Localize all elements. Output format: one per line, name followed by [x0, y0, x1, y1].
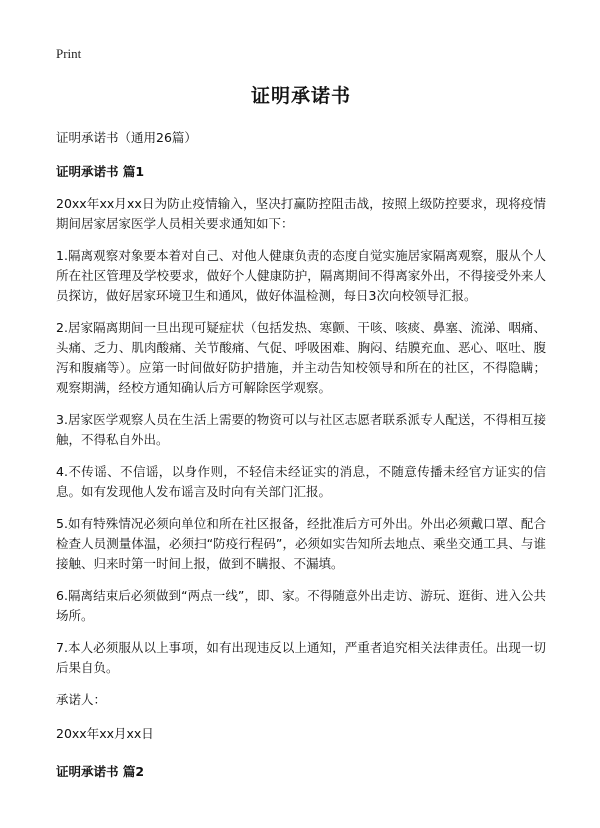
list-item-7: 7.本人必须服从以上事项，如有出现违反以上通知，严重者追究相关法律责任。出现一切后果自负。 — [56, 640, 546, 675]
list-item-1: 1.隔离观察对象要本着对自己、对他人健康负责的态度自觉实施居家隔离观察，服从个人所在社区管理及学校要求，做好个人健康防护，隔离期间不得离家外出，不得接受外来人员探访，做好居家环境卫生和通风，做好体温检测，每日3次向校领导汇报。 — [56, 248, 546, 303]
date-line: 20xx年xx月xx日 — [56, 726, 154, 741]
list-item-3: 3.居家医学观察人员在生活上需要的物资可以与社区志愿者联系派专人配送，不得相互接触，不得私自外出。 — [56, 412, 546, 447]
intro-paragraph: 20xx年xx月xx日为防止疫情输入，坚决打赢防控阻击战，按照上级防控要求，现将疫情期间居家居家医学人员相关要求通知如下： — [56, 196, 546, 231]
signer-label: 承诺人： — [56, 692, 107, 707]
document-subtitle: 证明承诺书（通用26篇） — [56, 130, 197, 145]
list-item-4: 4.不传谣、不信谣，以身作则，不轻信未经证实的消息，不随意传播未经官方证实的信息。如有发现他人发布谣言及时向有关部门汇报。 — [56, 464, 546, 499]
section-heading-1: 证明承诺书 篇1 — [56, 164, 145, 179]
section-heading-2: 证明承诺书 篇2 — [56, 764, 145, 779]
print-link[interactable]: Print — [56, 46, 82, 61]
list-item-6: 6.隔离结束后必须做到“两点一线”，即、家。不得随意外出走访、游玩、逛街、进入公共场所。 — [56, 588, 546, 623]
list-item-5: 5.如有特殊情况必须向单位和所在社区报备，经批准后方可外出。外出必须戴口罩、配合检查人员测量体温，必须扫“防疫行程码”，必须如实告知所去地点、乘坐交通工具、与谁接触、归来时第一时间上报，做到不瞒报、不漏填。 — [56, 516, 546, 571]
document-title: 证明承诺书 — [250, 85, 351, 107]
list-item-2: 2.居家隔离期间一旦出现可疑症状（包括发热、寒颤、干咳、咳痰、鼻塞、流涕、咽痛、头痛、乏力、肌肉酸痛、关节酸痛、气促、呼吸困难、胸闷、结膜充血、恶心、呕吐、腹泻和腹痛等）。应第一时间做好防护措施，并主动告知校领导和所在的社区，不得隐瞒；观察期满，经校方通知确认后方可解除医学观察。 — [56, 320, 546, 395]
